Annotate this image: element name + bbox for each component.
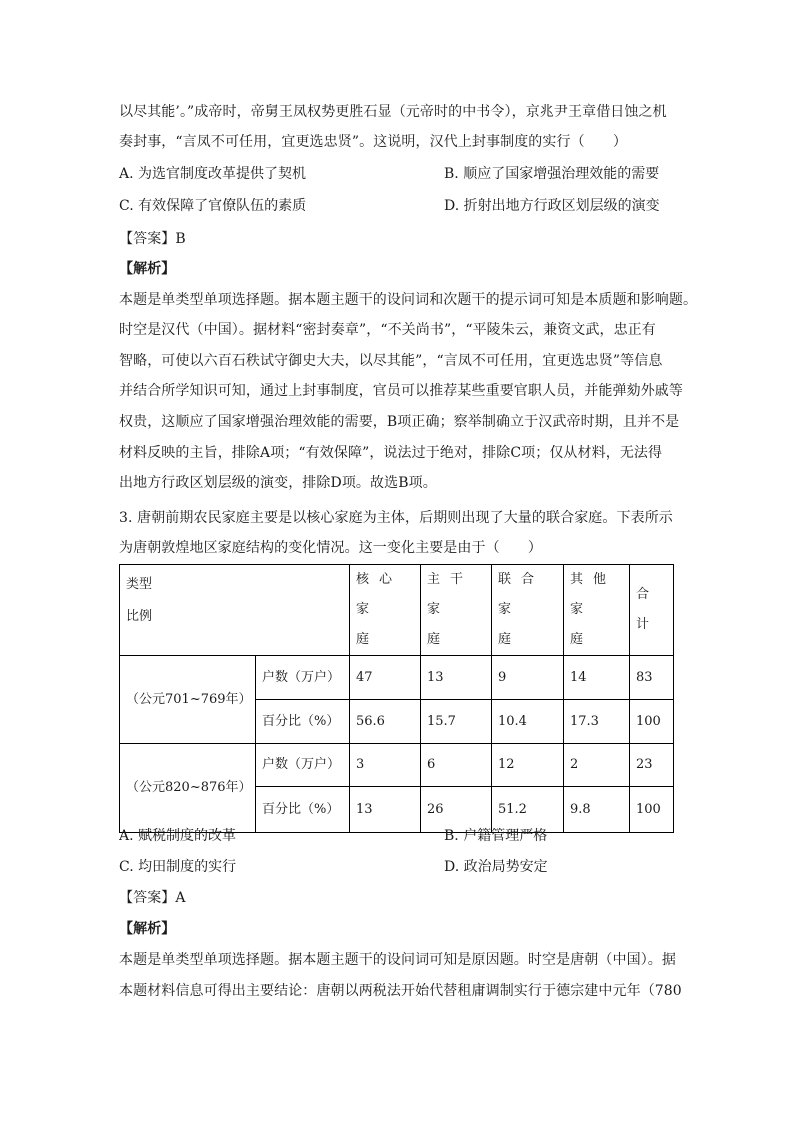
q3-stem-line-2: 为唐朝敦煌地区家庭结构的变化情况。这一变化主要是由于（ ） <box>119 540 542 556</box>
family-structure-table <box>119 564 674 833</box>
q2-option-a: A. 为选官制度改革提供了契机 <box>119 166 307 182</box>
table-cell: 13 <box>421 656 492 700</box>
table-cell: 9 <box>492 656 564 700</box>
q3-option-d: D. 政治局势安定 <box>444 859 548 875</box>
q3-option-a: A. 赋税制度的改革 <box>119 828 237 844</box>
table-cell: 23 <box>630 744 674 787</box>
row-label-percent: 百分比（%） <box>256 700 350 744</box>
q2-analysis-line: 材料反映的主旨，排除A项；“有效保障”，说法过于绝对，排除C项；仅从材料，无法得 <box>119 445 663 461</box>
row-label-households: 户数（万户） <box>256 744 350 787</box>
passage-line-2: 奏封事，“言凤不可任用，宜更选忠贤”。这说明，汉代上封事制度的实行（ ） <box>119 134 628 150</box>
q3-analysis-line: 本题是单类型单项选择题。据本题主题干的设问词可知是原因题。时空是唐朝（中国）。据 <box>119 952 676 968</box>
q2-answer: 【答案】B <box>119 231 186 247</box>
q2-analysis-line: 并结合所学知识可知，通过上封事制度，官员可以推荐某些重要官职人员，并能弹劾外戚等 <box>119 383 683 399</box>
table-cell: 12 <box>492 744 564 787</box>
q2-analysis-line: 本题是单类型单项选择题。据本题主题干的设问词和次题干的提示词可知是本质题和影响题。 <box>119 292 698 308</box>
q2-analysis-line: 智略，可使以六百石秩试守御史大夫，以尽其能”，“言凤不可任用，宜更选忠贤”等信息 <box>119 353 663 369</box>
period-label: （公元820~876年） <box>120 744 256 833</box>
row-label-percent: 百分比（%） <box>256 787 350 833</box>
table-cell: 26 <box>421 787 492 833</box>
header-other-family: 其他家 庭 <box>564 565 630 656</box>
q2-option-d: D. 折射出地方行政区划层级的演变 <box>444 198 660 214</box>
table-cell: 6 <box>421 744 492 787</box>
table-cell: 47 <box>350 656 421 700</box>
q2-analysis-line: 出地方行政区划层级的演变，排除D项。故选B项。 <box>119 475 437 491</box>
header-joint-family: 联合家 庭 <box>492 565 564 656</box>
table-cell: 100 <box>630 787 674 833</box>
q3-option-b: B. 户籍管理严格 <box>444 828 548 844</box>
table-cell: 3 <box>350 744 421 787</box>
q3-option-c: C. 均田制度的实行 <box>119 859 237 875</box>
table-row <box>120 744 674 787</box>
q2-analysis-line: 时空是汉代（中国）。据材料“密封奏章”，“不关尚书”，“平陵朱云，兼资文武，忠正有 <box>119 322 656 338</box>
table-row <box>120 656 674 700</box>
corner-type-label: 类型 <box>126 577 153 592</box>
table-cell: 56.6 <box>350 700 421 744</box>
q3-analysis-label: 【解析】 <box>119 921 176 937</box>
passage-line-1: 以尽其能’。”成帝时，帝舅王凤权势更胜石显（元帝时的中书令），京兆尹王章借日蚀之机 <box>119 104 667 120</box>
table-cell: 2 <box>564 744 630 787</box>
table-cell: 14 <box>564 656 630 700</box>
header-stem-family: 主干家 庭 <box>421 565 492 656</box>
table-header-row <box>120 565 674 656</box>
q2-analysis-label: 【解析】 <box>119 261 176 277</box>
period-label: （公元701~769年） <box>120 656 256 744</box>
header-total: 合 计 <box>630 565 674 656</box>
table-corner-cell <box>120 565 350 656</box>
q3-analysis-line: 本题材料信息可得出主要结论：唐朝以两税法开始代替租庸调制实行于德宗建中元年（780 <box>119 983 682 999</box>
q3-answer: 【答案】A <box>119 890 186 906</box>
header-nuclear-family: 核心家 庭 <box>350 565 421 656</box>
table-cell: 10.4 <box>492 700 564 744</box>
row-label-households: 户数（万户） <box>256 656 350 700</box>
q2-analysis-line: 权贵，这顺应了国家增强治理效能的需要，B项正确；察举制确立于汉武帝时期，且并不是 <box>119 414 680 430</box>
corner-ratio-label: 比例 <box>126 609 153 624</box>
q2-option-c: C. 有效保障了官僚队伍的素质 <box>119 198 307 214</box>
table-cell: 15.7 <box>421 700 492 744</box>
q3-stem-line-1: 3. 唐朝前期农民家庭主要是以核心家庭为主体，后期则出现了大量的联合家庭。下表所示 <box>119 510 673 526</box>
table-cell: 100 <box>630 700 674 744</box>
table-cell: 17.3 <box>564 700 630 744</box>
q2-option-b: B. 顺应了国家增强治理效能的需要 <box>444 166 660 182</box>
table-cell: 83 <box>630 656 674 700</box>
table-cell: 51.2 <box>492 787 564 833</box>
table-cell: 13 <box>350 787 421 833</box>
table-cell: 9.8 <box>564 787 630 833</box>
